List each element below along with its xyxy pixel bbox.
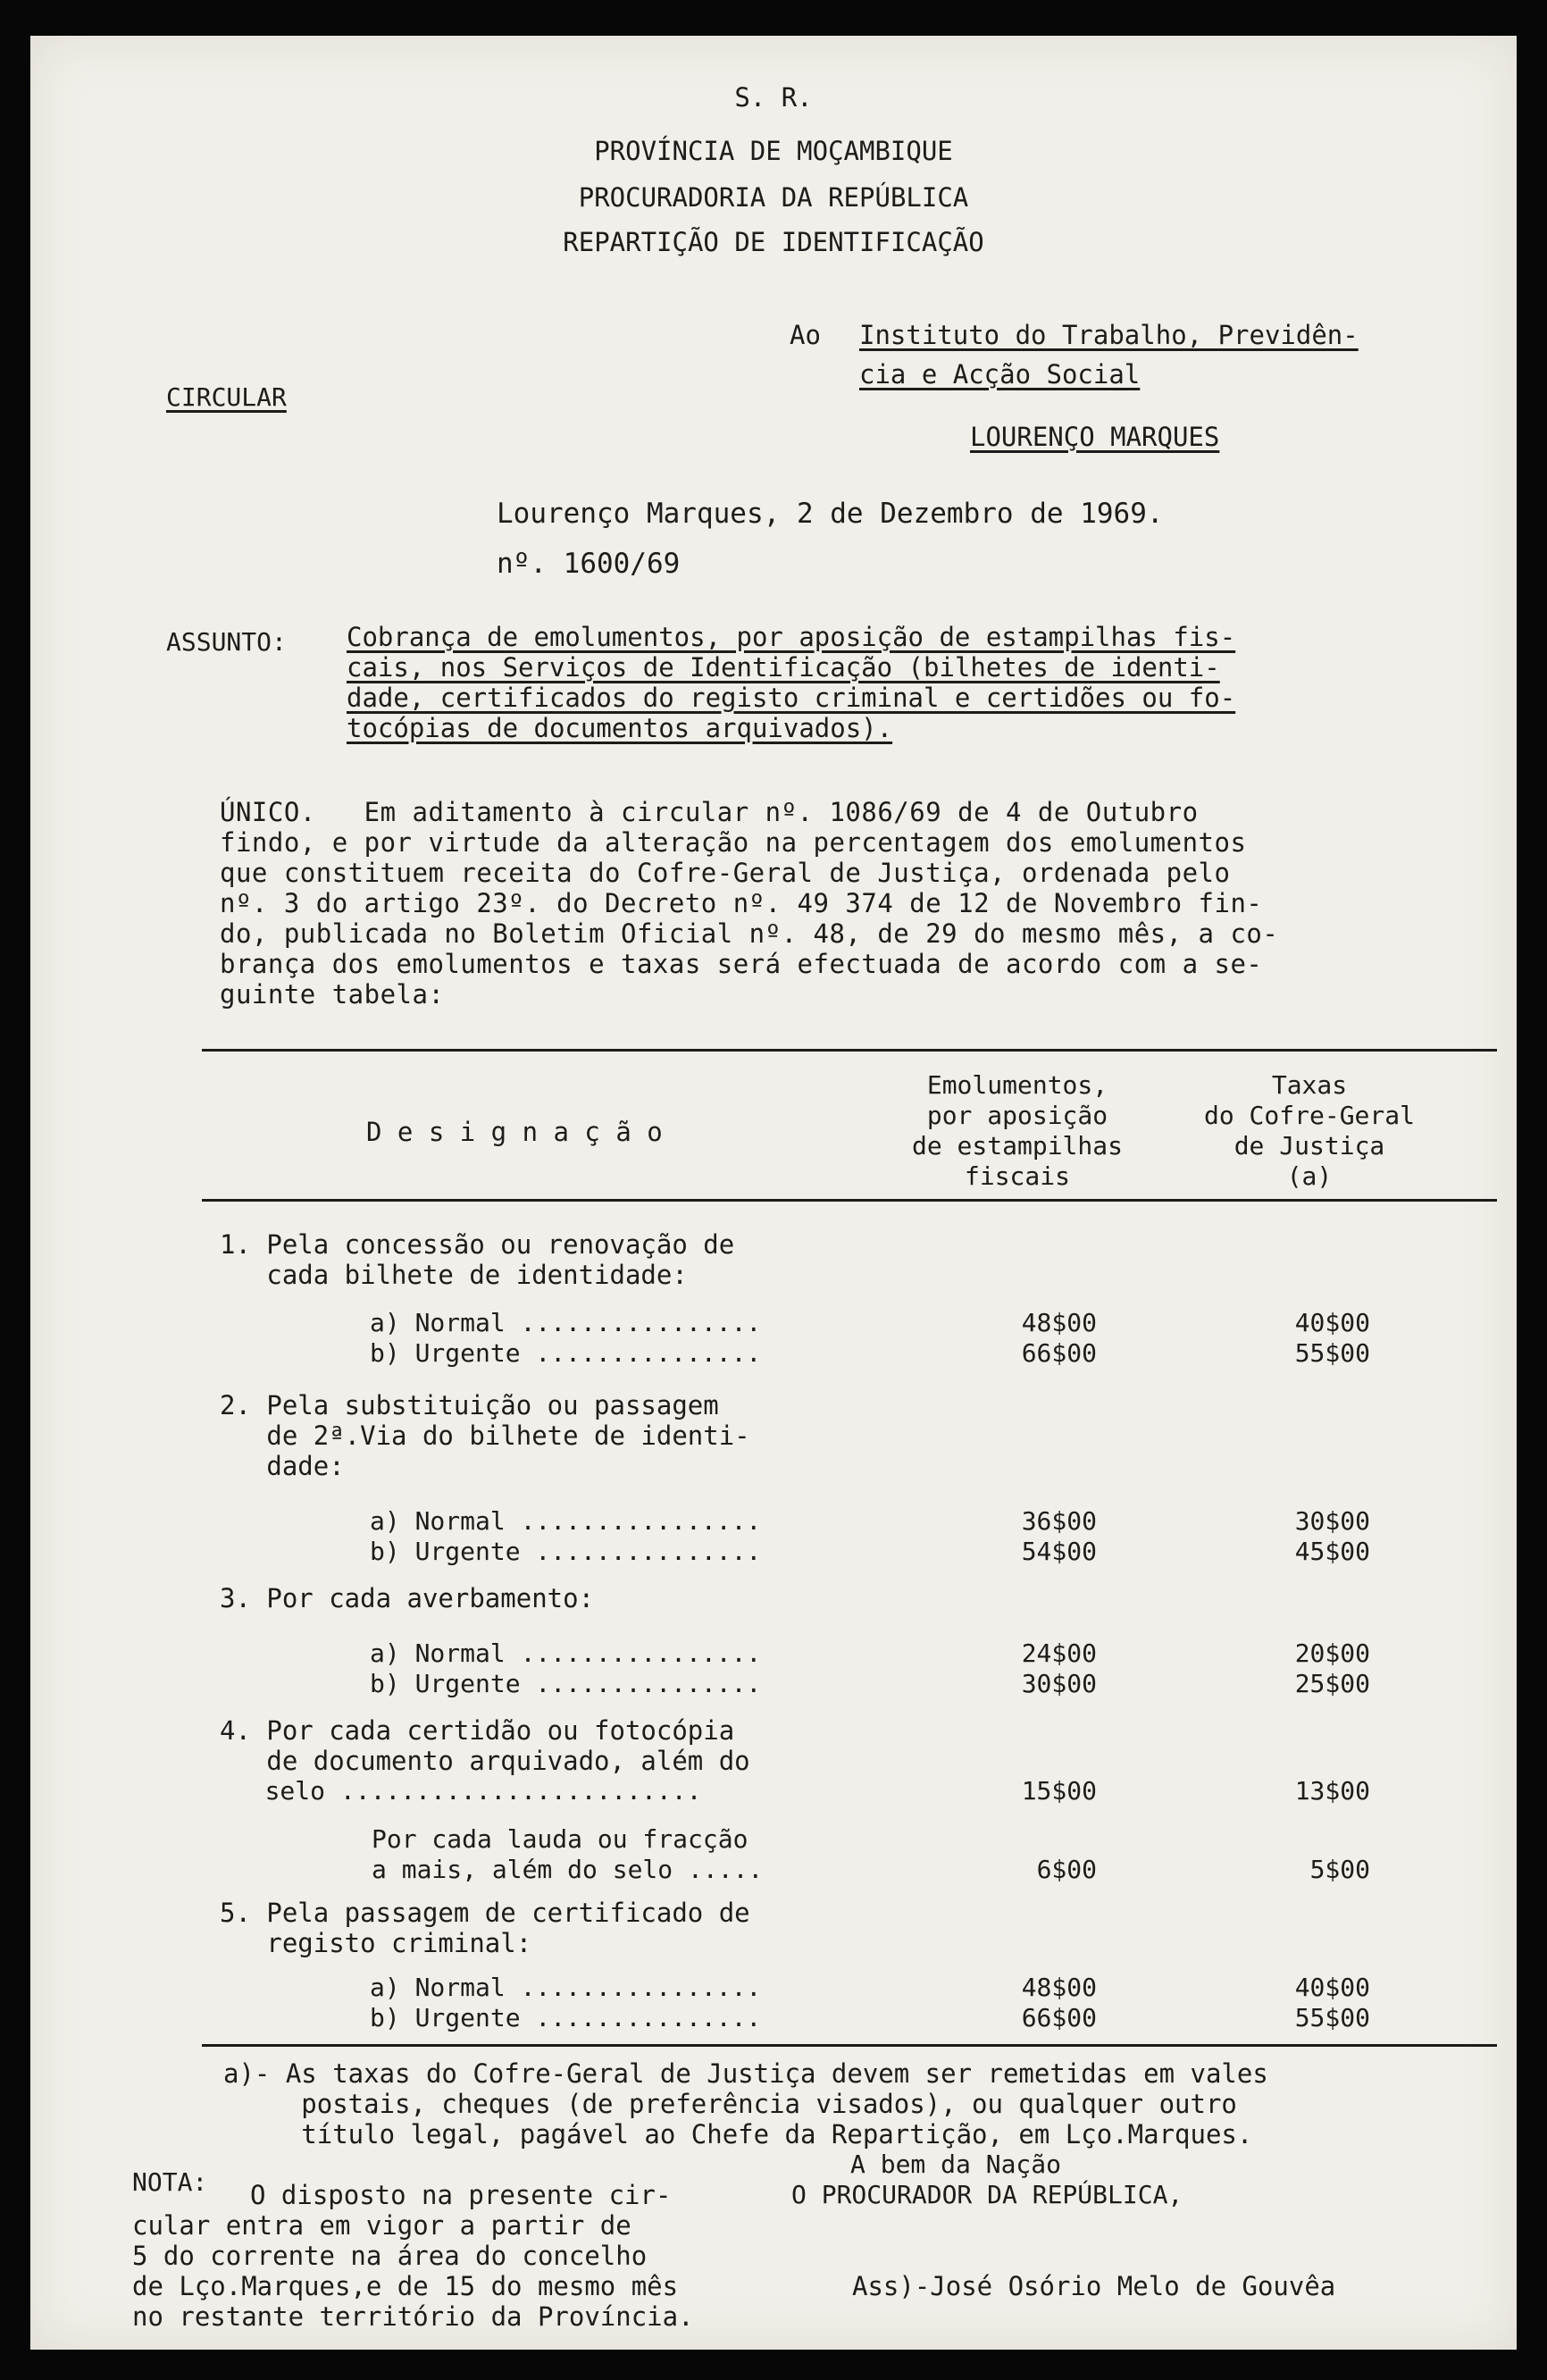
item-heading: dade: — [220, 1451, 345, 1481]
nota-line: de Lço.Marques,e de 15 do mesmo mês — [132, 2271, 679, 2301]
extra-label: a mais, além do selo ..... — [372, 1855, 764, 1884]
doc-type-circular: CIRCULAR — [166, 382, 287, 412]
addressee-line2: cia e Acção Social — [859, 359, 1141, 390]
taxa-value: 45$00 — [1294, 1537, 1370, 1566]
subject-line: dade, certificados do registo criminal e certidões ou fo- — [347, 683, 1236, 713]
addressee-line1: Instituto do Trabalho, Previdên- — [859, 320, 1359, 350]
col-taxas-line: (a) — [1286, 1161, 1333, 1191]
emol-value: 6$00 — [1036, 1855, 1097, 1884]
subject-line: tocópias de documentos arquivados). — [347, 713, 893, 743]
col-taxas-line: Taxas — [1271, 1070, 1348, 1100]
row-label: a) Normal ................ — [370, 1638, 762, 1668]
taxa-value: 25$00 — [1294, 1669, 1370, 1698]
taxa-value: 40$00 — [1294, 1973, 1370, 2002]
header-province: PROVÍNCIA DE MOÇAMBIQUE — [594, 136, 953, 166]
emol-value: 48$00 — [1021, 1973, 1097, 2002]
taxa-value: 20$00 — [1294, 1638, 1370, 1668]
document-page — [30, 36, 1517, 2350]
row-label: b) Urgente ............... — [370, 1338, 762, 1368]
item-heading: 3. Por cada averbamento: — [220, 1583, 595, 1613]
item-heading: 1. Pela concessão ou renovação de — [220, 1229, 735, 1260]
taxa-value: 5$00 — [1309, 1855, 1370, 1884]
signatory-name: Ass)-José Osório Melo de Gouvêa — [852, 2271, 1336, 2301]
taxa-value: 55$00 — [1294, 1338, 1370, 1368]
item-heading: cada bilhete de identidade: — [220, 1260, 688, 1290]
body-line: do, publicada no Boletim Oficial nº. 48, de 29 do mesmo mês, a co- — [220, 918, 1279, 949]
addressee-city: LOURENÇO MARQUES — [970, 422, 1220, 452]
emol-value: 66$00 — [1021, 1338, 1097, 1368]
body-line: brança dos emolumentos e taxas será efectuada de acordo com a se- — [220, 949, 1263, 979]
row-label: a) Normal ................ — [370, 1506, 762, 1536]
emol-value: 54$00 — [1021, 1537, 1097, 1566]
taxa-value: 13$00 — [1294, 1776, 1370, 1806]
emol-value: 36$00 — [1021, 1506, 1097, 1536]
nota-line: no restante território da Província. — [132, 2301, 694, 2332]
subject-label: ASSUNTO: — [166, 627, 287, 657]
footnote-line: título legal, pagável ao Chefe da Repartição, em Lço.Marques. — [223, 2119, 1253, 2150]
nota-line: O disposto na presente cir- — [250, 2180, 672, 2210]
footnote-line: a)- As taxas do Cofre-Geral de Justiça devem ser remetidas em vales — [223, 2058, 1268, 2089]
table-header-rule — [202, 1199, 1497, 1202]
emol-value: 48$00 — [1021, 1308, 1097, 1337]
col-emol-line: por aposição — [926, 1101, 1108, 1130]
row-label: selo ........................ — [220, 1776, 702, 1806]
body-line: ÚNICO. Em aditamento à circular nº. 1086/69 de 4 de Outubro — [220, 797, 1199, 827]
row-label: a) Normal ................ — [370, 1308, 762, 1337]
taxa-value: 40$00 — [1294, 1308, 1370, 1337]
emol-value: 30$00 — [1021, 1669, 1097, 1698]
subject-line: Cobrança de emolumentos, por aposição de estampilhas fis- — [347, 622, 1236, 652]
item-heading: registo criminal: — [220, 1928, 532, 1958]
item-heading: 5. Pela passagem de certificado de — [220, 1898, 750, 1928]
row-label: a) Normal ................ — [370, 1973, 762, 2002]
item-heading: 2. Pela substituição ou passagem — [220, 1390, 719, 1420]
taxa-value: 30$00 — [1294, 1506, 1370, 1536]
item-heading: 4. Por cada certidão ou fotocópia — [220, 1715, 735, 1746]
signatory-title: O PROCURADOR DA REPÚBLICA, — [791, 2180, 1183, 2209]
body-line: que constituem receita do Cofre-Geral de Justiça, ordenada pelo — [220, 858, 1231, 888]
nota-label: NOTA: — [132, 2167, 208, 2197]
salutation: A bem da Nação — [850, 2150, 1062, 2179]
emol-value: 15$00 — [1021, 1776, 1097, 1806]
subject-line: cais, nos Serviços de Identificação (bilhetes de identi- — [347, 652, 1220, 683]
date-line: Lourenço Marques, 2 de Dezembro de 1969. — [497, 498, 1164, 530]
nota-line: cular entra em vigor a partir de — [132, 2210, 631, 2241]
emol-value: 66$00 — [1021, 2003, 1097, 2032]
table-bottom-rule — [202, 2044, 1497, 2047]
header-sr: S. R. — [734, 82, 813, 113]
body-line: guinte tabela: — [220, 979, 445, 1010]
row-label: b) Urgente ............... — [370, 2003, 762, 2032]
header-department: REPARTIÇÃO DE IDENTIFICAÇÃO — [563, 227, 984, 257]
table-top-rule — [202, 1049, 1497, 1052]
row-label: b) Urgente ............... — [370, 1669, 762, 1698]
footnote-line: postais, cheques (de preferência visados), ou qualquer outro — [223, 2089, 1237, 2119]
addressee-prefix: Ao — [790, 320, 821, 350]
nota-line: 5 do corrente na área do concelho — [132, 2241, 648, 2271]
col-taxas-line: de Justiça — [1233, 1131, 1385, 1161]
body-line: findo, e por virtude da alteração na percentagem dos emolumentos — [220, 827, 1247, 858]
item-heading: de 2ª.Via do bilhete de identi- — [220, 1420, 750, 1451]
col-emol-line: de estampilhas — [911, 1131, 1123, 1161]
extra-label: Por cada lauda ou fracção — [372, 1824, 748, 1854]
col-designation: D e s i g n a ç ã o — [366, 1117, 663, 1147]
emol-value: 24$00 — [1021, 1638, 1097, 1668]
body-line: nº. 3 do artigo 23º. do Decreto nº. 49 374 de 12 de Novembro fin- — [220, 888, 1263, 918]
header-office: PROCURADORIA DA REPÚBLICA — [578, 182, 969, 213]
number-line: nº. 1600/69 — [497, 548, 681, 580]
taxa-value: 55$00 — [1294, 2003, 1370, 2032]
col-taxas-line: do Cofre-Geral — [1203, 1101, 1415, 1130]
item-heading: de documento arquivado, além do — [220, 1746, 750, 1776]
col-emol-line: Emolumentos, — [926, 1070, 1108, 1100]
col-emol-line: fiscais — [964, 1161, 1070, 1191]
row-label: b) Urgente ............... — [370, 1537, 762, 1566]
